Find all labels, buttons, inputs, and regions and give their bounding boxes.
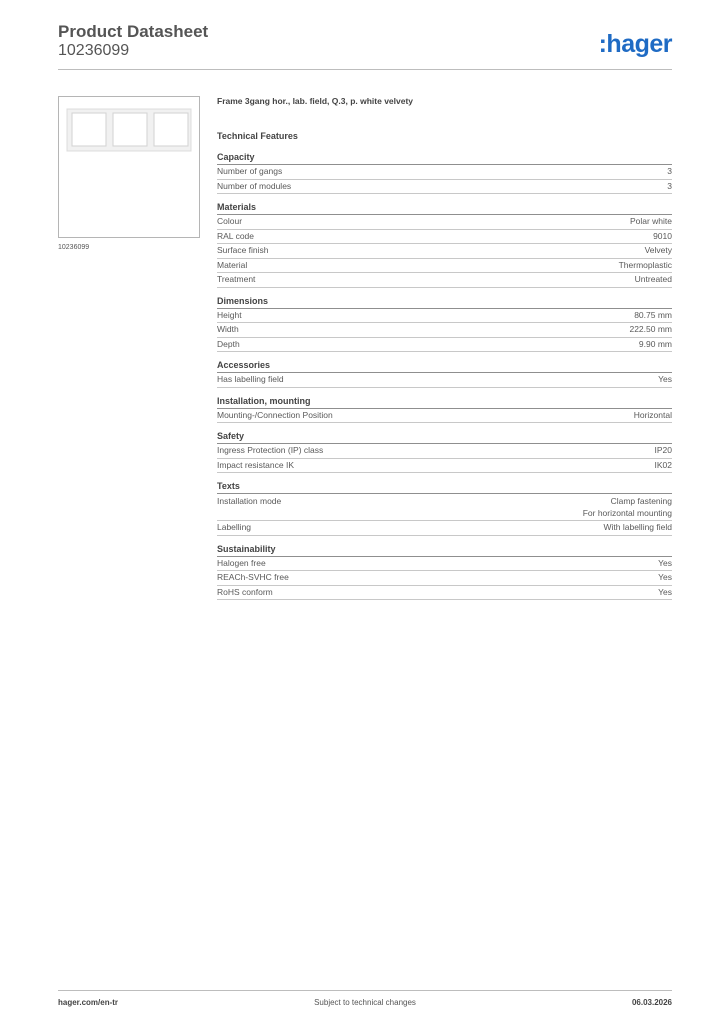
feature-value-line: Yes <box>658 374 672 384</box>
feature-row <box>217 459 672 474</box>
feature-value-line: 9010 <box>653 230 672 241</box>
technical-content <box>217 95 672 607</box>
feature-row <box>217 309 672 324</box>
feature-label: Material <box>217 259 248 270</box>
section-sustainability <box>217 543 672 601</box>
header-divider <box>58 69 672 70</box>
section-title: Sustainability <box>217 543 672 557</box>
feature-value <box>634 309 672 323</box>
features-sections <box>217 151 672 600</box>
feature-value-line: 3 <box>667 180 672 191</box>
section-dimensions <box>217 295 672 353</box>
section-safety <box>217 430 672 473</box>
feature-value <box>658 586 672 600</box>
feature-label: Surface finish <box>217 245 269 255</box>
feature-row <box>217 244 672 259</box>
feature-row <box>217 338 672 353</box>
feature-value <box>655 444 673 458</box>
feature-value-line: Untreated <box>634 274 672 284</box>
footer-disclaimer: Subject to technical changes <box>314 998 416 1007</box>
feature-row <box>217 586 672 601</box>
footer-website-link[interactable]: hager.com/en-tr <box>58 998 119 1007</box>
feature-value-line: Horizontal <box>633 409 672 420</box>
feature-value <box>658 571 672 585</box>
feature-value-line: Polar white <box>629 216 672 226</box>
feature-label: Number of modules <box>217 180 292 191</box>
hager-logo[interactable]: :hager <box>598 30 672 58</box>
feature-row <box>217 165 672 180</box>
feature-value-line: Clamp fastening <box>610 496 672 506</box>
feature-label: Treatment <box>217 274 256 284</box>
footer-date: 06.03.2026 <box>631 998 672 1007</box>
feature-label: Halogen free <box>217 557 266 568</box>
feature-value-line: Yes <box>658 557 672 568</box>
feature-value-line: Velvety <box>644 245 672 255</box>
feature-value <box>630 215 672 229</box>
feature-value-line: Thermoplastic <box>618 259 672 270</box>
feature-row <box>217 444 672 459</box>
feature-value <box>658 557 672 571</box>
feature-label: Colour <box>217 216 243 226</box>
feature-row <box>217 180 672 195</box>
feature-value <box>629 323 672 337</box>
feature-row <box>217 521 672 536</box>
feature-value-line: IP20 <box>654 445 672 455</box>
section-installation-mounting <box>217 395 672 424</box>
feature-value <box>653 230 672 244</box>
product-number: 10236099 <box>58 42 130 59</box>
section-title: Accessories <box>217 359 672 373</box>
feature-row <box>217 273 672 288</box>
feature-label: Ingress Protection (IP) class <box>217 445 324 455</box>
feature-label: RAL code <box>217 230 255 241</box>
feature-value <box>619 259 672 273</box>
image-caption: 10236099 <box>58 244 90 251</box>
feature-value-line: Yes <box>658 586 672 597</box>
feature-value-line: 9.90 mm <box>638 338 672 349</box>
frame-3gang-image <box>63 101 195 233</box>
feature-value-line: 80.75 mm <box>634 309 672 320</box>
section-title: Materials <box>217 201 672 215</box>
feature-value-line: IK02 <box>654 459 672 470</box>
feature-value <box>655 459 673 473</box>
feature-value <box>667 165 672 179</box>
page-title: Product Datasheet <box>58 22 209 41</box>
feature-value-line: Yes <box>658 572 672 582</box>
feature-row <box>217 409 672 424</box>
feature-label: Width <box>217 324 239 334</box>
section-texts <box>217 480 672 536</box>
feature-value <box>667 180 672 194</box>
feature-label: REACh-SVHC free <box>217 572 289 582</box>
feature-label: Has labelling field <box>217 374 284 384</box>
feature-value <box>634 409 672 423</box>
section-title: Texts <box>217 480 672 494</box>
feature-label: Mounting-/Connection Position <box>217 409 333 420</box>
feature-value <box>635 273 672 287</box>
feature-value <box>583 495 672 519</box>
feature-row <box>217 259 672 274</box>
section-title: Safety <box>217 430 672 444</box>
feature-row <box>217 557 672 572</box>
product-image <box>58 96 200 238</box>
feature-label: RoHS conform <box>217 586 273 597</box>
feature-row <box>217 230 672 245</box>
feature-label: Height <box>217 309 242 320</box>
feature-label: Impact resistance IK <box>217 459 295 470</box>
feature-value <box>603 521 672 535</box>
feature-value-line: 222.50 mm <box>629 324 672 334</box>
section-accessories <box>217 359 672 388</box>
feature-value-line: 3 <box>667 166 672 176</box>
page-header <box>58 22 672 60</box>
feature-value <box>645 244 672 258</box>
footer-divider <box>58 990 672 991</box>
section-title: Dimensions <box>217 295 672 309</box>
feature-value-line: For horizontal mounting <box>582 508 672 518</box>
feature-label: Installation mode <box>217 496 282 506</box>
section-title: Capacity <box>217 151 672 165</box>
feature-label: Depth <box>217 338 240 349</box>
feature-label: Labelling <box>217 522 252 532</box>
feature-row <box>217 215 672 230</box>
feature-row <box>217 323 672 338</box>
technical-features-heading: Technical Features <box>217 131 298 141</box>
feature-row <box>217 373 672 388</box>
feature-value-line: With labelling field <box>603 522 672 532</box>
section-materials <box>217 201 672 288</box>
feature-row <box>217 571 672 586</box>
section-title: Installation, mounting <box>217 395 672 409</box>
feature-row <box>217 494 672 521</box>
feature-value <box>639 338 672 352</box>
product-description: Frame 3gang hor., lab. field, Q.3, p. white velvety <box>217 96 414 106</box>
feature-value <box>658 373 672 387</box>
feature-label: Number of gangs <box>217 166 283 176</box>
section-capacity <box>217 151 672 194</box>
